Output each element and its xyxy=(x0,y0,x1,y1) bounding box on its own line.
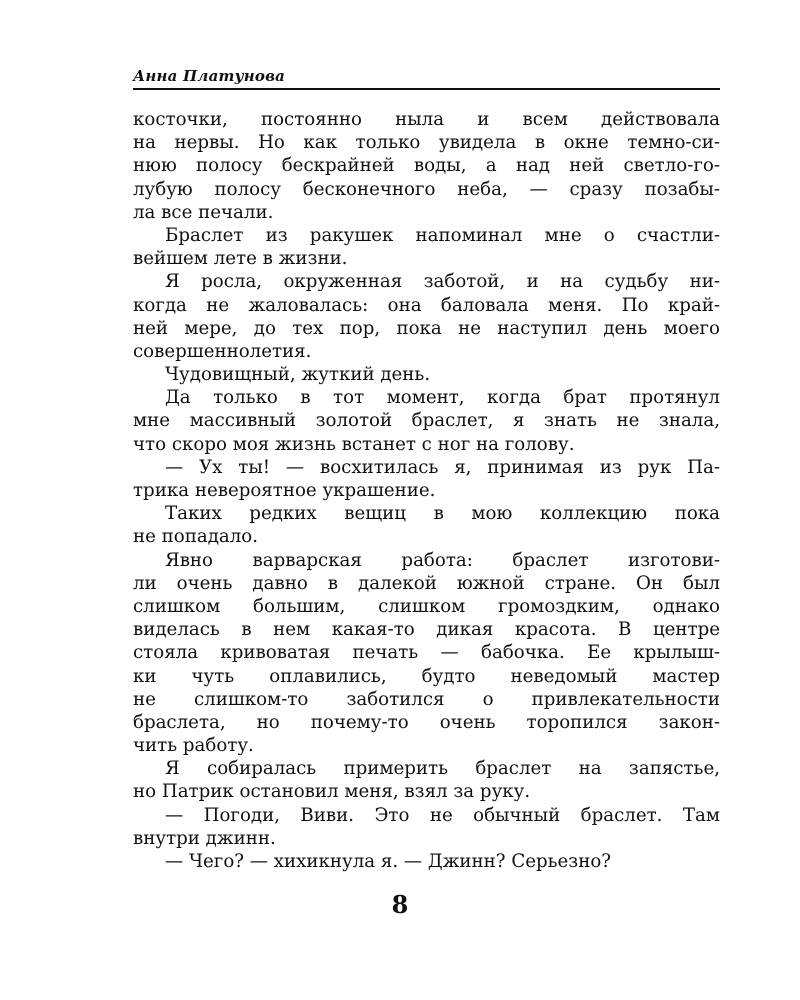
text-line: совершеннолетия. xyxy=(133,340,312,362)
text-line: но Патрик остановил меня, взял за руку. xyxy=(133,781,531,803)
text-line: — Чего? — хихикнула я. — Джинн? Серьезно? xyxy=(165,851,612,872)
page-number: 8 xyxy=(391,890,409,919)
author-name: Анна Платунова xyxy=(133,67,286,85)
text-line: лубую полосу бесконечного неба, — сразу позабы- xyxy=(133,178,720,200)
text-line: косточки, постоянно ныла и всем действовала xyxy=(133,109,720,130)
text-line: что скоро моя жизнь встанет с ног на голову. xyxy=(133,433,575,455)
text-line: Таких редких вещиц в мою коллекцию пока xyxy=(165,503,720,525)
text-line: — Ух ты! — восхитилась я, принимая из рук Па- xyxy=(165,456,720,478)
text-line: Я собиралась примерить браслет на запястье, xyxy=(165,758,720,780)
text-line: виделась в нем какая-то дикая красота. В центре xyxy=(133,619,720,641)
text-line: — Погоди, Виви. Это не обычный браслет. Там xyxy=(165,804,720,826)
text-line: Браслет из ракушек напоминал мне о счастли- xyxy=(165,224,720,246)
text-line: не попадало. xyxy=(133,526,259,548)
text-line: на нервы. Но как только увидела в окне темно-си- xyxy=(133,132,720,154)
text-line: Да только в тот момент, когда брат протянул xyxy=(165,387,720,409)
text-line: браслета, но почему-то очень торопился закон- xyxy=(133,711,720,733)
text-line: трика невероятное украшение. xyxy=(133,480,436,501)
text-line: внутри джинн. xyxy=(133,827,276,849)
text-line: ли очень давно в далекой южной стране. Он был xyxy=(133,572,720,594)
text-line: не слишком-то заботился о привлекательности xyxy=(133,688,720,710)
text-line: вейшем лете в жизни. xyxy=(133,248,348,270)
running-header xyxy=(133,64,720,90)
text-line: нюю полосу бескрайней воды, а над ней светло-го- xyxy=(133,155,720,177)
text-line: когда не жаловалась: она баловала меня. По край- xyxy=(133,294,720,316)
text-line: ней мере, до тех пор, пока не наступил день моего xyxy=(133,317,720,339)
text-line: Чудовищный, жуткий день. xyxy=(165,364,431,386)
text-line: Явно варварская работа: браслет изготови- xyxy=(165,549,720,571)
text-line: стояла кривоватая печать — бабочка. Ее крылыш- xyxy=(133,642,720,664)
body-text xyxy=(133,108,720,873)
text-line: ла все печали. xyxy=(133,201,274,223)
text-line: слишком большим, слишком громоздким, однако xyxy=(133,595,720,617)
text-line: мне массивный золотой браслет, я знать не знала, xyxy=(133,410,720,432)
text-line: ки чуть оплавились, будто неведомый мастер xyxy=(133,665,720,687)
text-line: чить работу. xyxy=(133,735,254,757)
text-line: Я росла, окруженная заботой, и на судьбу ни- xyxy=(165,271,720,293)
